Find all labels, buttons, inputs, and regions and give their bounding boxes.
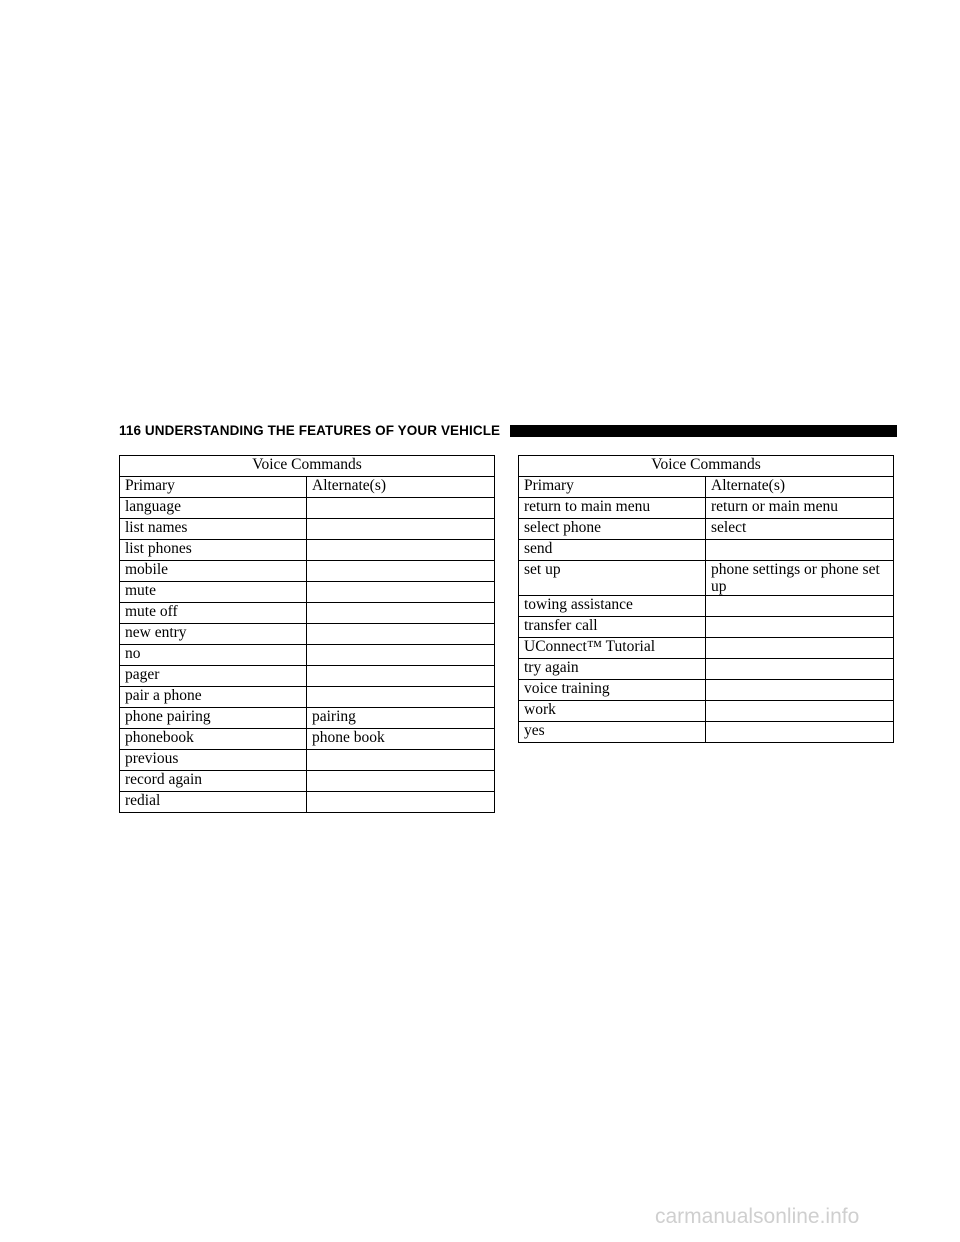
alternate-cell: pairing — [307, 708, 495, 729]
column-header-alternates: Alternate(s) — [706, 477, 894, 498]
alternate-cell — [307, 603, 495, 624]
alternate-cell — [706, 722, 894, 743]
table-title: Voice Commands — [120, 456, 495, 477]
table-row — [519, 540, 894, 561]
alternate-cell — [706, 596, 894, 617]
alternate-cell — [706, 701, 894, 722]
alternate-cell: phone settings or phone set up — [706, 561, 894, 596]
table-row — [519, 617, 894, 638]
primary-cell: select phone — [519, 519, 706, 540]
primary-cell: pair a phone — [120, 687, 307, 708]
table-row — [120, 645, 495, 666]
table-title: Voice Commands — [519, 456, 894, 477]
column-header-primary: Primary — [120, 477, 307, 498]
primary-cell: yes — [519, 722, 706, 743]
table-row — [519, 701, 894, 722]
table-row — [120, 792, 495, 813]
table-row — [120, 708, 495, 729]
table-row — [519, 680, 894, 701]
primary-cell: language — [120, 498, 307, 519]
primary-cell: redial — [120, 792, 307, 813]
voice-commands-table-right — [518, 455, 894, 743]
primary-cell: no — [120, 645, 307, 666]
alternate-cell — [307, 750, 495, 771]
table-row — [519, 519, 894, 540]
alternate-cell — [706, 638, 894, 659]
primary-cell: previous — [120, 750, 307, 771]
alternate-cell — [307, 687, 495, 708]
alternate-cell — [307, 498, 495, 519]
alternate-cell — [307, 540, 495, 561]
column-header-primary: Primary — [519, 477, 706, 498]
primary-cell: voice training — [519, 680, 706, 701]
table-row — [519, 561, 894, 596]
page-header-text: 116 UNDERSTANDING THE FEATURES OF YOUR VEHICLE — [119, 422, 501, 438]
alternate-cell — [307, 624, 495, 645]
table-row — [519, 498, 894, 519]
primary-cell: return to main menu — [519, 498, 706, 519]
table-row — [120, 603, 495, 624]
table-row — [120, 666, 495, 687]
primary-cell: new entry — [120, 624, 307, 645]
alternate-cell — [307, 561, 495, 582]
alternate-cell — [307, 771, 495, 792]
table-row — [120, 540, 495, 561]
primary-cell: set up — [519, 561, 706, 596]
primary-cell: list names — [120, 519, 307, 540]
primary-cell: try again — [519, 659, 706, 680]
primary-cell: transfer call — [519, 617, 706, 638]
primary-cell: send — [519, 540, 706, 561]
table-row — [120, 624, 495, 645]
alternate-cell — [307, 519, 495, 540]
table-row — [120, 582, 495, 603]
table-row — [120, 519, 495, 540]
watermark-logo: carmanualsonline.info — [655, 1205, 860, 1228]
alternate-cell — [706, 540, 894, 561]
table-row — [120, 687, 495, 708]
primary-cell: record again — [120, 771, 307, 792]
primary-cell: mute — [120, 582, 307, 603]
header-rule-bar — [510, 425, 897, 437]
alternate-cell: phone book — [307, 729, 495, 750]
alternate-cell — [307, 645, 495, 666]
alternate-cell — [706, 680, 894, 701]
table-row — [120, 750, 495, 771]
primary-cell: list phones — [120, 540, 307, 561]
alternate-cell — [307, 582, 495, 603]
primary-cell: phone pairing — [120, 708, 307, 729]
primary-cell: work — [519, 701, 706, 722]
table-row — [120, 771, 495, 792]
primary-cell: pager — [120, 666, 307, 687]
table-row — [519, 596, 894, 617]
alternate-cell — [307, 666, 495, 687]
table-row — [120, 729, 495, 750]
voice-commands-table-left — [119, 455, 495, 813]
table-row — [120, 498, 495, 519]
table-row — [519, 659, 894, 680]
alternate-cell — [307, 792, 495, 813]
primary-cell: mobile — [120, 561, 307, 582]
alternate-cell: select — [706, 519, 894, 540]
alternate-cell — [706, 617, 894, 638]
table-row — [519, 722, 894, 743]
page-header — [119, 420, 897, 440]
alternate-cell: return or main menu — [706, 498, 894, 519]
column-header-alternates: Alternate(s) — [307, 477, 495, 498]
primary-cell: towing assistance — [519, 596, 706, 617]
primary-cell: UConnect™ Tutorial — [519, 638, 706, 659]
primary-cell: phonebook — [120, 729, 307, 750]
primary-cell: mute off — [120, 603, 307, 624]
alternate-cell — [706, 659, 894, 680]
table-row — [519, 638, 894, 659]
table-row — [120, 561, 495, 582]
